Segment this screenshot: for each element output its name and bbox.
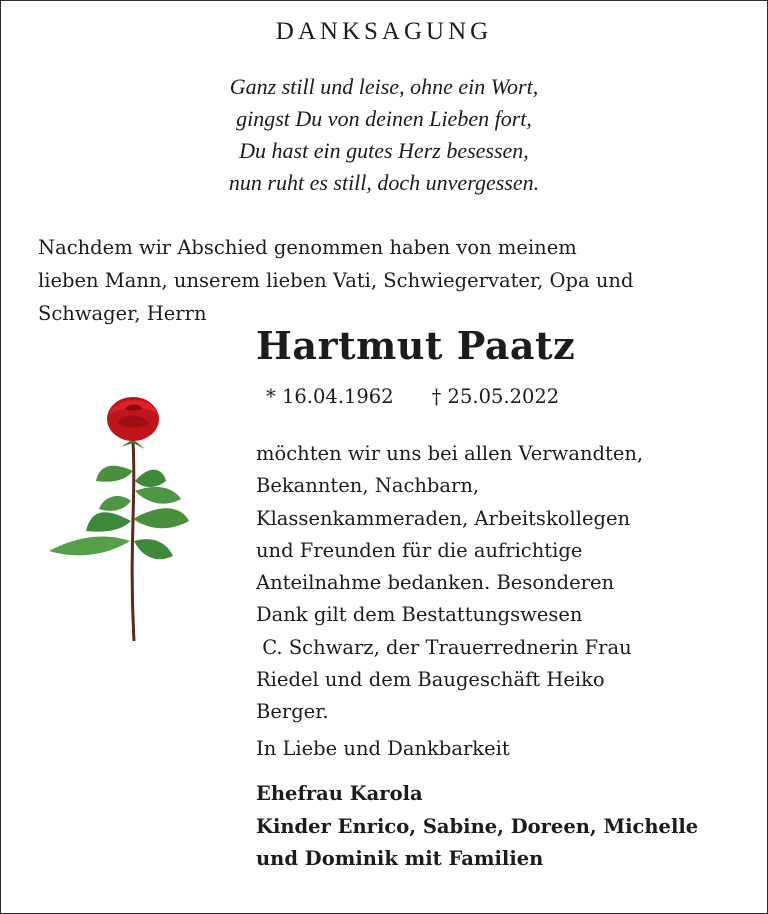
thanks-line: C. Schwarz, der Trauerrednerin Frau (256, 635, 632, 659)
thanks-line: Riedel und dem Baugeschäft Heiko (256, 668, 605, 692)
signer-line: und Dominik mit Familien (256, 847, 544, 870)
poem-line: gingst Du von deinen Lieben fort, (236, 106, 532, 131)
thanks-line: Berger. (256, 700, 329, 724)
poem-line: nun ruht es still, doch unvergessen. (228, 170, 540, 195)
thanks-line: und Freunden für die aufrichtige (256, 538, 583, 562)
intro-line: lieben Mann, unserem lieben Vati, Schwiegervater, Opa und (38, 269, 634, 292)
notice-heading: DANKSAGUNG (275, 18, 493, 45)
closing-phrase: In Liebe und Dankbarkeit (256, 737, 510, 760)
thanks-line: Anteilnahme bedanken. Besonderen (256, 571, 615, 595)
signers (256, 778, 698, 876)
life-dates (266, 385, 559, 408)
intro-line: Nachdem wir Abschied genommen haben von meinem (38, 236, 577, 259)
birth-date: * 16.04.1962 (266, 385, 394, 408)
signer-line: Ehefrau Karola (256, 782, 423, 805)
signer-line: Kinder Enrico, Sabine, Doreen, Michelle (256, 814, 699, 838)
poem-line: Du hast ein gutes Herz besessen, (239, 138, 529, 163)
red-rose-icon (41, 391, 201, 646)
intro-text (38, 231, 738, 330)
thanks-line: Dank gilt dem Bestattungswesen (256, 603, 583, 627)
thanks-text (256, 438, 736, 729)
death-date: † 25.05.2022 (431, 385, 560, 408)
deceased-name: Hartmut Paatz (256, 323, 576, 368)
poem (1, 71, 767, 199)
thanks-line: Bekannten, Nachbarn, (256, 474, 480, 498)
poem-line: Ganz still und leise, ohne ein Wort, (229, 74, 539, 99)
thanks-line: Klassenkammeraden, Arbeitskollegen (256, 506, 631, 530)
thanks-line: möchten wir uns bei allen Verwandten, (256, 442, 644, 465)
intro-line: Schwager, Herrn (38, 302, 207, 325)
